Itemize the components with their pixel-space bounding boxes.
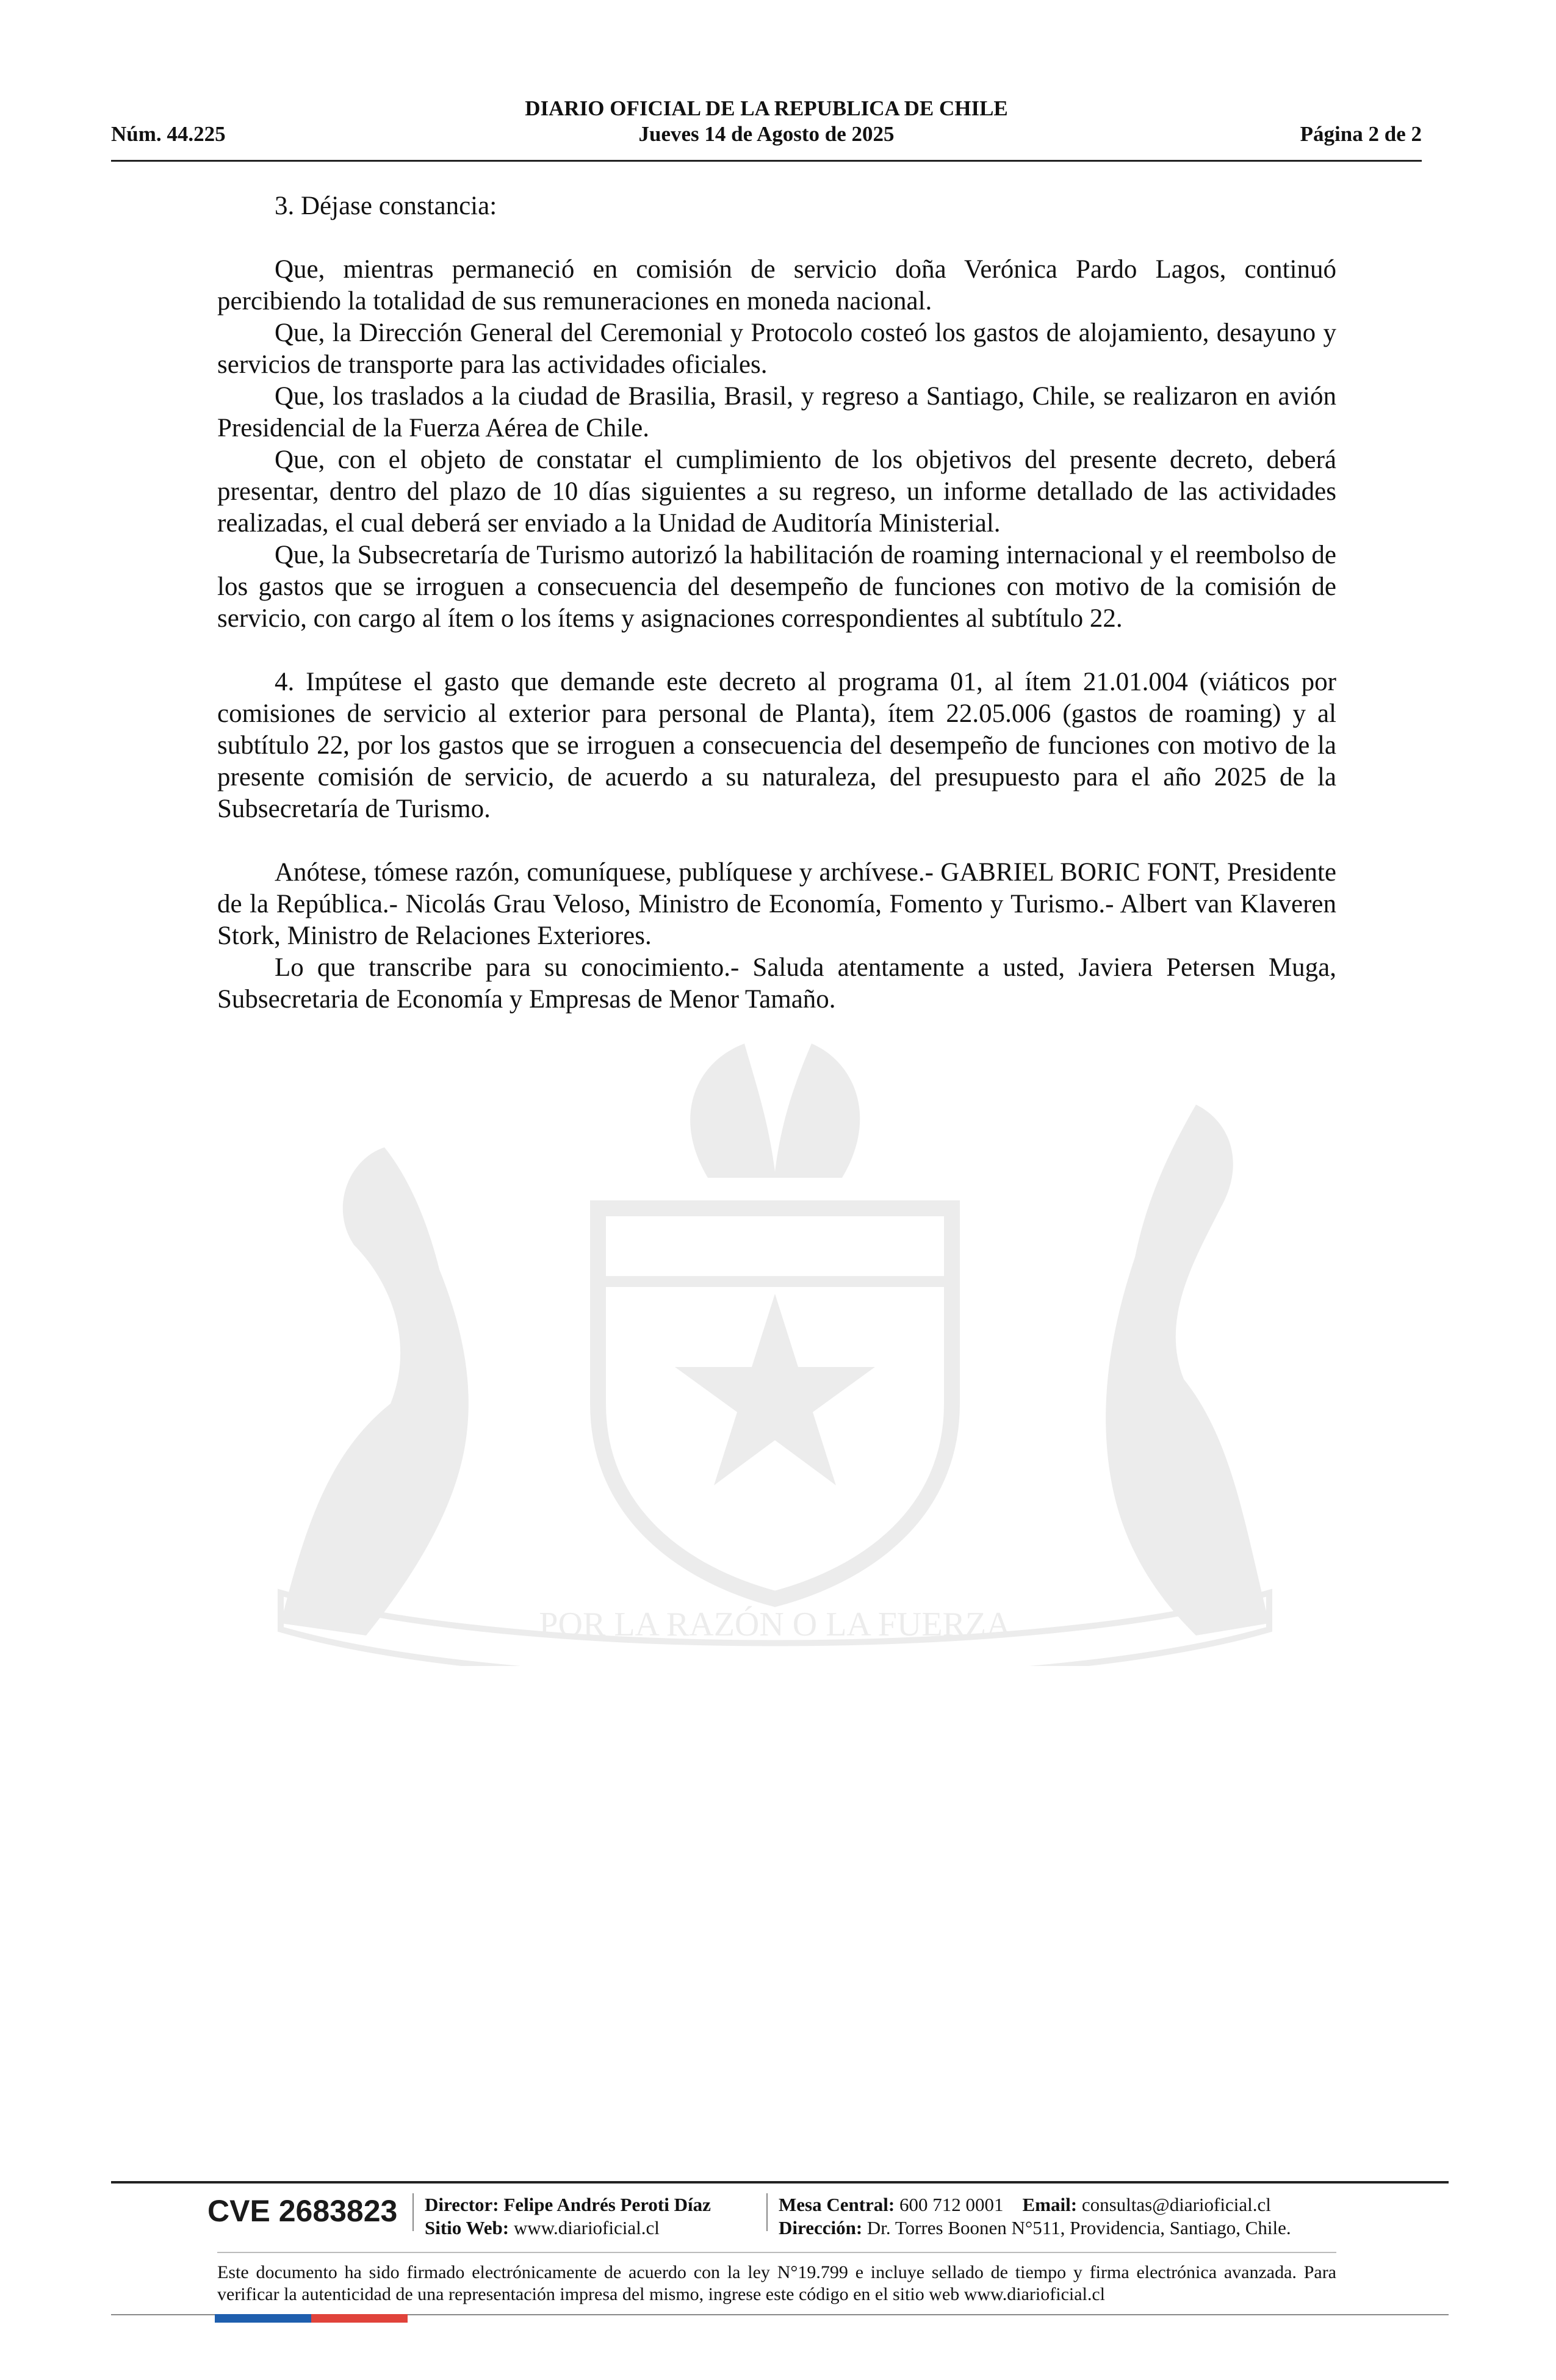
page-number: Página 2 de 2 [1300,122,1422,146]
footer-separator [766,2193,768,2231]
footer-divider [111,2181,1449,2183]
coat-of-arms-watermark [207,1025,1342,1666]
footer-separator [412,2193,414,2231]
issue-number: Núm. 44.225 [111,122,226,146]
paragraph-constancia: 3. Déjase constancia: [275,192,497,220]
mesa-phone: 600 712 0001 [899,2194,1004,2215]
paragraph-roaming: Que, la Subsecretaría de Turismo autorizó la habilitación de roaming internacional y el reembolso de los gastos que se irroguen a consecuencia del desempeño de funciones con motivo de la comisión de servicio, con cargo al ítem o los ítems y asignaciones correspondientes al subtítulo 22. [217,541,1336,633]
cve-code: CVE 2683823 [207,2194,398,2228]
paragraph-transcribe: Lo que transcribe para su conocimiento.- Saluda atentamente a usted, Javiera Petersen Muga, Subsecretaria de Economía y Empresas de Menor Tamaño. [217,953,1336,1014]
director-label: Director: [425,2194,499,2215]
paragraph-ceremonial: Que, la Dirección General del Ceremonial y Protocolo costeó los gastos de alojamiento, desayuno y servicios de transporte para las actividades oficiales. [217,319,1336,379]
footer-director-block [425,2193,711,2240]
footer-divider-light [217,2252,1336,2253]
paragraph-imputese: 4. Impútese el gasto que demande este decreto al programa 01, al ítem 21.01.004 (viáticos por comisiones de servicio al exterior para personal de Planta), ítem 22.05.006 (gastos de roaming) y al subtítulo 22, por los gastos que se irroguen a consecuencia del desempeño de funciones con motivo de la presente comisión de servicio, de acuerdo a su naturaleza, del presupuesto para el año 2025 de la Subsecretaría de Turismo. [217,668,1336,823]
paragraph-remuneraciones: Que, mientras permaneció en comisión de servicio doña Verónica Pardo Lagos, continuó percibiendo la totalidad de sus remuneraciones en moneda nacional. [217,255,1336,316]
mesa-label: Mesa Central: [779,2194,895,2215]
star-icon [675,1294,875,1485]
paragraph-traslados: Que, los traslados a la ciudad de Brasilia, Brasil, y regreso a Santiago, Chile, se realizaron en avión Presidencial de la Fuerza Aérea de Chile. [217,382,1336,442]
newspaper-title: DIARIO OFICIAL DE LA REPUBLICA DE CHILE [525,96,1008,120]
issue-date: Jueves 14 de Agosto de 2025 [638,122,895,146]
motto-text: POR LA RAZÓN O LA FUERZA [539,1606,1011,1643]
paragraph-anotese: Anótese, tómese razón, comuníquese, publíquese y archívese.- GABRIEL BORIC FONT, Presidente de la República.- Nicolás Grau Veloso, Ministro de Economía, Fomento y Turismo.- Albert van Klaveren Stork, Ministro de Relaciones Exteriores. [217,858,1336,950]
condor-figure [1106,1105,1269,1635]
flag-blue-segment [215,2314,311,2323]
plumes-icon [690,1044,860,1178]
legal-notice: Este documento ha sido firmado electrónicamente de acuerdo con la ley N°19.799 e incluye sellado de tiempo y firma electrónica avanzada. Para verificar la autenticidad de una representación impresa del mismo, ingrese este código en el sitio web www.diarioficial.cl [217,2262,1336,2304]
footer-contact-block [779,2193,1291,2240]
email-label: Email: [1022,2194,1078,2215]
huemul-figure [281,1147,469,1635]
address-label: Dirección: [779,2217,863,2238]
web-link[interactable]: www.diarioficial.cl [513,2217,660,2238]
email-link[interactable]: consultas@diarioficial.cl [1081,2194,1271,2215]
director-name: Felipe Andrés Peroti Díaz [503,2194,711,2215]
address-value: Dr. Torres Boonen N°511, Providencia, Santiago, Chile. [866,2217,1291,2238]
flag-stripe [215,2314,408,2323]
page-header [111,92,1422,162]
flag-red-segment [311,2314,408,2323]
paragraph-informe: Que, con el objeto de constatar el cumplimiento de los objetivos del presente decreto, deberá presentar, dentro del plazo de 10 días siguientes a su regreso, un informe detallado de las actividades realizadas, el cual deberá ser enviado a la Unidad de Auditoría Ministerial. [217,445,1336,538]
web-label: Sitio Web: [425,2217,510,2238]
document-body [217,190,1336,1015]
